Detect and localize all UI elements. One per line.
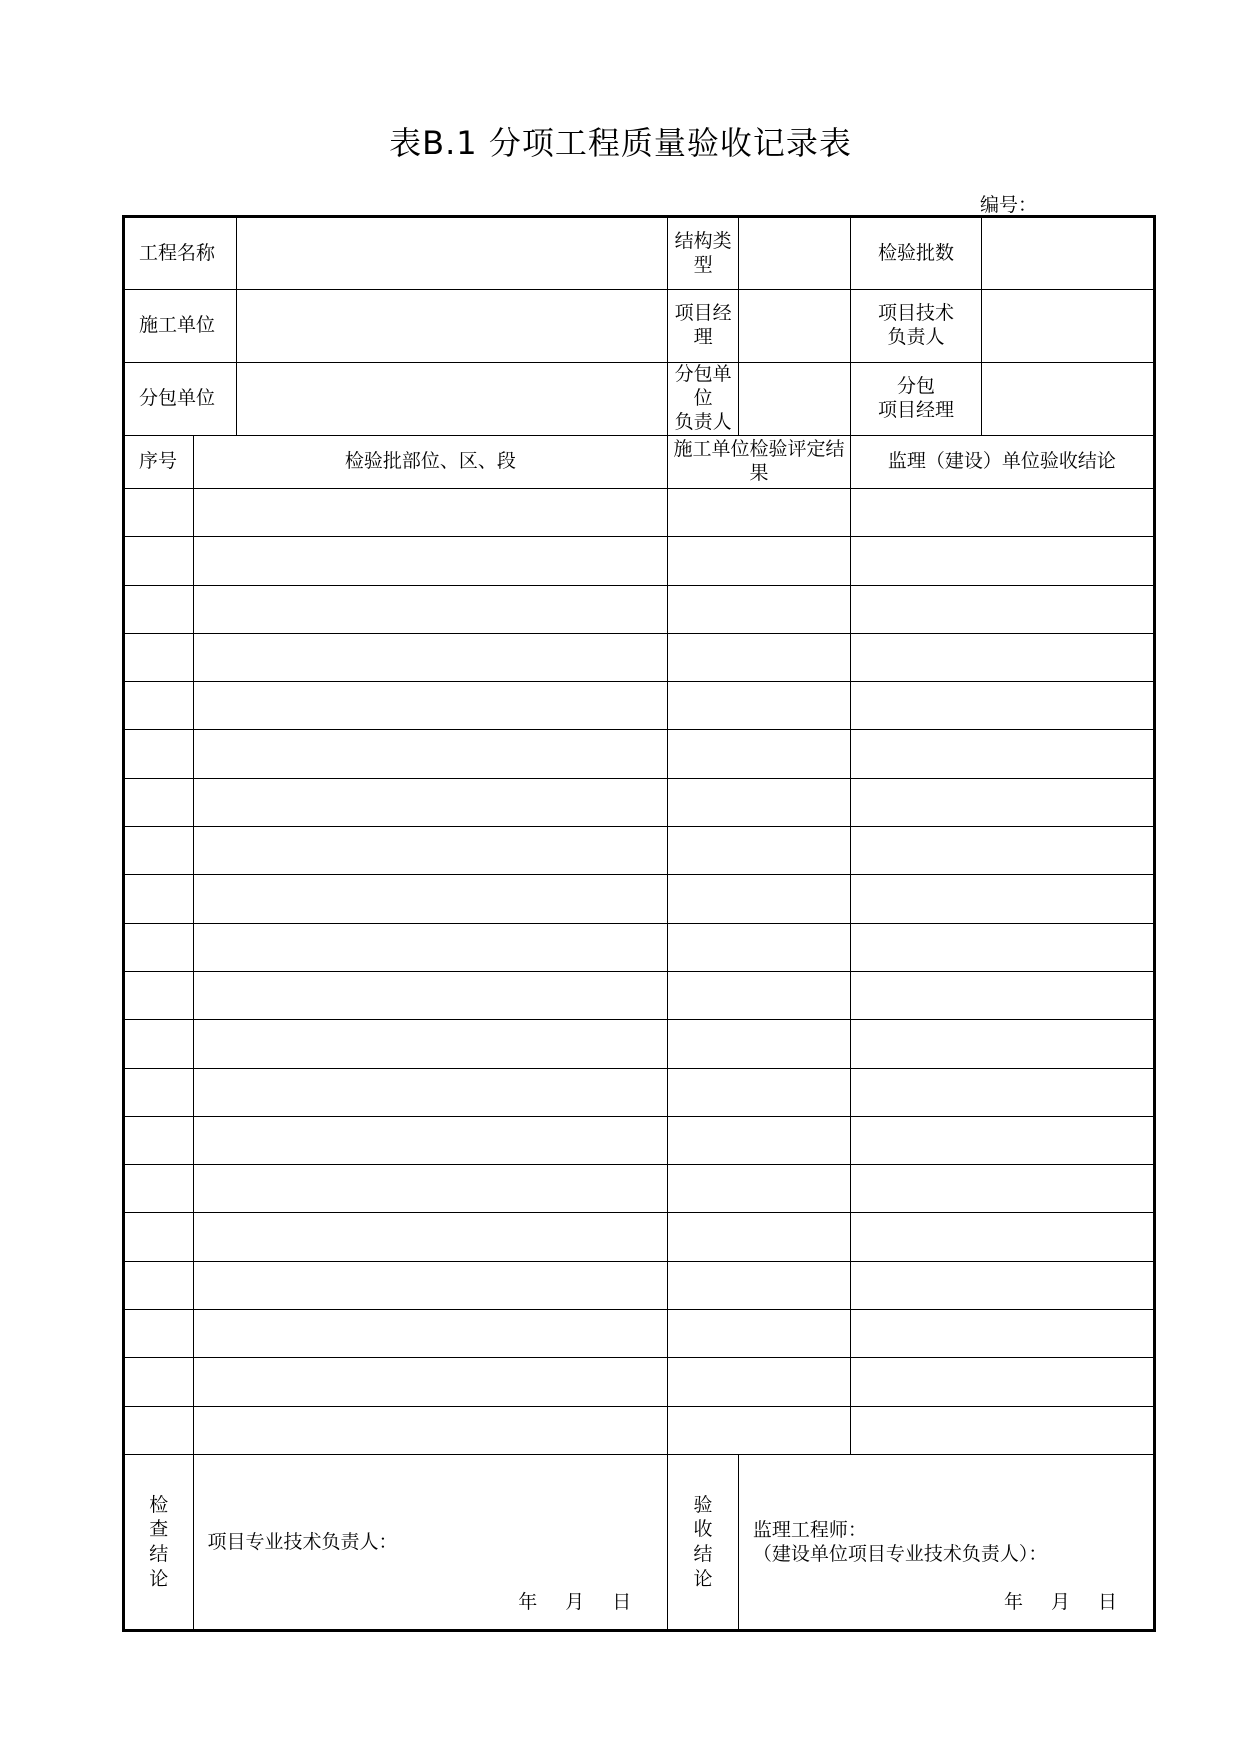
- construction-result-cell[interactable]: [668, 585, 851, 633]
- batch-count-label: 检验批数: [850, 217, 981, 290]
- serial-number-label: 编号：: [980, 194, 1038, 216]
- supervision-conclusion-cell[interactable]: [850, 1116, 1154, 1164]
- seq-cell[interactable]: [124, 1261, 194, 1309]
- tech-lead-field[interactable]: [982, 290, 1155, 363]
- check-char: 查: [149, 1518, 169, 1541]
- location-cell[interactable]: [193, 682, 668, 730]
- construction-result-cell[interactable]: [668, 1020, 851, 1068]
- table-row: [124, 827, 1155, 875]
- location-cell[interactable]: [193, 1165, 668, 1213]
- check-char: 检: [149, 1493, 169, 1516]
- location-cell[interactable]: [193, 827, 668, 875]
- date-month: 月: [565, 1591, 585, 1614]
- sub-lead-label-line1: 分包单位: [674, 363, 732, 410]
- table-row: [124, 923, 1155, 971]
- date-year: 年: [1003, 1591, 1023, 1614]
- tech-lead-label-line1: 项目技术: [877, 302, 954, 325]
- sub-lead-label: [668, 363, 739, 436]
- sub-lead-field[interactable]: [738, 363, 850, 436]
- seq-cell[interactable]: [124, 585, 194, 633]
- table-row: [124, 971, 1155, 1019]
- accept-char: 结: [693, 1542, 713, 1565]
- check-conclusion-area[interactable]: [193, 1454, 668, 1630]
- date-month: 月: [1050, 1591, 1070, 1614]
- seq-cell[interactable]: [124, 537, 194, 585]
- construction-result-cell[interactable]: [668, 923, 851, 971]
- sub-manager-label-line1: 分包: [896, 375, 935, 398]
- location-cell[interactable]: [193, 1406, 668, 1454]
- batch-count-field[interactable]: [982, 217, 1155, 290]
- construction-result-cell[interactable]: [668, 1406, 851, 1454]
- location-cell[interactable]: [193, 875, 668, 923]
- column-header-row: [124, 436, 1155, 489]
- seq-cell[interactable]: [124, 923, 194, 971]
- table-row: [124, 1213, 1155, 1261]
- construction-result-cell[interactable]: [668, 875, 851, 923]
- date-day: 日: [1097, 1591, 1117, 1614]
- check-date: [490, 1591, 631, 1615]
- footer-row: [124, 1454, 1155, 1630]
- tech-lead-label-line2: 负责人: [887, 326, 945, 348]
- accept-signer-sub-label: （建设单位项目专业技术负责人）：: [752, 1542, 1048, 1565]
- seq-header: 序号: [124, 436, 194, 489]
- project-manager-label: 项目经理: [668, 290, 739, 363]
- supervision-conclusion-cell[interactable]: [850, 875, 1154, 923]
- supervision-conclusion-cell[interactable]: [850, 1406, 1154, 1454]
- construction-result-cell[interactable]: [668, 489, 851, 537]
- accept-char: 收: [693, 1518, 713, 1541]
- table-row: [124, 730, 1155, 778]
- table-row: [124, 875, 1155, 923]
- accept-char: 验: [693, 1493, 713, 1516]
- seq-cell[interactable]: [124, 1213, 194, 1261]
- location-cell[interactable]: [193, 1068, 668, 1116]
- construction-result-cell[interactable]: [668, 1261, 851, 1309]
- supervision-conclusion-cell[interactable]: [850, 923, 1154, 971]
- sub-lead-label-line2: 负责人: [674, 410, 732, 433]
- table-row: [124, 1406, 1155, 1454]
- project-manager-field[interactable]: [738, 290, 850, 363]
- seq-cell[interactable]: [124, 633, 194, 681]
- sub-manager-label: [850, 363, 981, 436]
- seq-cell[interactable]: [124, 730, 194, 778]
- table-row: [124, 1358, 1155, 1406]
- supervision-conclusion-cell[interactable]: [850, 1068, 1154, 1116]
- construction-result-cell[interactable]: [668, 1165, 851, 1213]
- info-row-subcontract: [124, 363, 1155, 436]
- sub-manager-label-line2: 项目经理: [877, 399, 954, 421]
- location-cell[interactable]: [193, 1116, 668, 1164]
- construction-result-cell[interactable]: [668, 1310, 851, 1358]
- seq-cell[interactable]: [124, 827, 194, 875]
- supervision-conclusion-cell[interactable]: [850, 1213, 1154, 1261]
- seq-cell[interactable]: [124, 1358, 194, 1406]
- project-name-field[interactable]: [236, 217, 667, 290]
- record-rows: [124, 489, 1155, 1455]
- seq-cell[interactable]: [124, 1020, 194, 1068]
- location-cell[interactable]: [193, 923, 668, 971]
- accept-date: [976, 1591, 1117, 1615]
- seq-cell[interactable]: [124, 971, 194, 1019]
- supervision-conclusion-header: 监理（建设）单位验收结论: [850, 436, 1154, 489]
- location-cell[interactable]: [193, 730, 668, 778]
- location-cell[interactable]: [193, 537, 668, 585]
- accept-signer-label: 监理工程师：: [752, 1518, 867, 1541]
- construction-result-cell[interactable]: [668, 1116, 851, 1164]
- location-cell[interactable]: [193, 585, 668, 633]
- table-row: [124, 489, 1155, 537]
- supervision-conclusion-cell[interactable]: [850, 827, 1154, 875]
- date-year: 年: [518, 1591, 538, 1614]
- seq-cell[interactable]: [124, 1068, 194, 1116]
- table-row: [124, 1165, 1155, 1213]
- table-row: [124, 537, 1155, 585]
- construction-result-cell[interactable]: [668, 682, 851, 730]
- info-row-construction: [124, 290, 1155, 363]
- date-day: 日: [612, 1591, 632, 1614]
- seq-cell[interactable]: [124, 875, 194, 923]
- seq-cell[interactable]: [124, 1116, 194, 1164]
- seq-cell[interactable]: [124, 1165, 194, 1213]
- construction-result-cell[interactable]: [668, 1068, 851, 1116]
- location-cell[interactable]: [193, 1310, 668, 1358]
- supervision-conclusion-cell[interactable]: [850, 971, 1154, 1019]
- seq-cell[interactable]: [124, 778, 194, 826]
- page-title: 表B.1 分项工程质量验收记录表: [389, 124, 852, 162]
- construction-result-cell[interactable]: [668, 537, 851, 585]
- project-name-label: 工程名称: [124, 217, 237, 290]
- sub-manager-field[interactable]: [982, 363, 1155, 436]
- subcontract-unit-label: 分包单位: [124, 363, 237, 436]
- supervision-conclusion-cell[interactable]: [850, 1020, 1154, 1068]
- supervision-conclusion-cell[interactable]: [850, 1165, 1154, 1213]
- tech-lead-label: [850, 290, 981, 363]
- seq-cell[interactable]: [124, 1310, 194, 1358]
- check-char: 论: [149, 1567, 169, 1590]
- supervision-conclusion-cell[interactable]: [850, 1358, 1154, 1406]
- table-row: [124, 585, 1155, 633]
- construction-result-cell[interactable]: [668, 633, 851, 681]
- supervision-conclusion-cell[interactable]: [850, 778, 1154, 826]
- location-cell[interactable]: [193, 489, 668, 537]
- construction-unit-label: 施工单位: [124, 290, 237, 363]
- supervision-conclusion-cell[interactable]: [850, 730, 1154, 778]
- table-row: [124, 1310, 1155, 1358]
- construction-result-cell[interactable]: [668, 778, 851, 826]
- location-cell[interactable]: [193, 633, 668, 681]
- location-cell[interactable]: [193, 1213, 668, 1261]
- seq-cell[interactable]: [124, 682, 194, 730]
- inspection-record-table: [122, 215, 1156, 1632]
- construction-result-cell[interactable]: [668, 971, 851, 1019]
- table-row: [124, 1261, 1155, 1309]
- check-conclusion-label: [124, 1454, 194, 1630]
- accept-conclusion-label: [668, 1454, 739, 1630]
- location-cell[interactable]: [193, 778, 668, 826]
- check-char: 结: [149, 1542, 169, 1565]
- construction-result-cell[interactable]: [668, 730, 851, 778]
- table-row: [124, 1116, 1155, 1164]
- table-row: [124, 778, 1155, 826]
- structure-type-label: 结构类型: [668, 217, 739, 290]
- subcontract-unit-field[interactable]: [236, 363, 667, 436]
- location-cell[interactable]: [193, 1358, 668, 1406]
- accept-conclusion-area[interactable]: [738, 1454, 1154, 1630]
- seq-cell[interactable]: [124, 489, 194, 537]
- accept-char: 论: [693, 1567, 713, 1590]
- location-header: 检验批部位、区、段: [193, 436, 668, 489]
- table-row: [124, 1068, 1155, 1116]
- seq-cell[interactable]: [124, 1406, 194, 1454]
- location-cell[interactable]: [193, 1261, 668, 1309]
- construction-result-cell[interactable]: [668, 1213, 851, 1261]
- construction-result-cell[interactable]: [668, 1358, 851, 1406]
- supervision-conclusion-cell[interactable]: [850, 633, 1154, 681]
- table-row: [124, 682, 1155, 730]
- supervision-conclusion-cell[interactable]: [850, 489, 1154, 537]
- supervision-conclusion-cell[interactable]: [850, 682, 1154, 730]
- location-cell[interactable]: [193, 1020, 668, 1068]
- supervision-conclusion-cell[interactable]: [850, 1310, 1154, 1358]
- check-signer-label: 项目专业技术负责人：: [207, 1530, 398, 1553]
- construction-result-cell[interactable]: [668, 827, 851, 875]
- structure-type-field[interactable]: [738, 217, 850, 290]
- location-cell[interactable]: [193, 971, 668, 1019]
- table-row: [124, 1020, 1155, 1068]
- supervision-conclusion-cell[interactable]: [850, 1261, 1154, 1309]
- construction-unit-field[interactable]: [236, 290, 667, 363]
- supervision-conclusion-cell[interactable]: [850, 585, 1154, 633]
- supervision-conclusion-cell[interactable]: [850, 537, 1154, 585]
- info-row-project: [124, 217, 1155, 290]
- construction-result-header: 施工单位检验评定结果: [668, 436, 851, 489]
- table-row: [124, 633, 1155, 681]
